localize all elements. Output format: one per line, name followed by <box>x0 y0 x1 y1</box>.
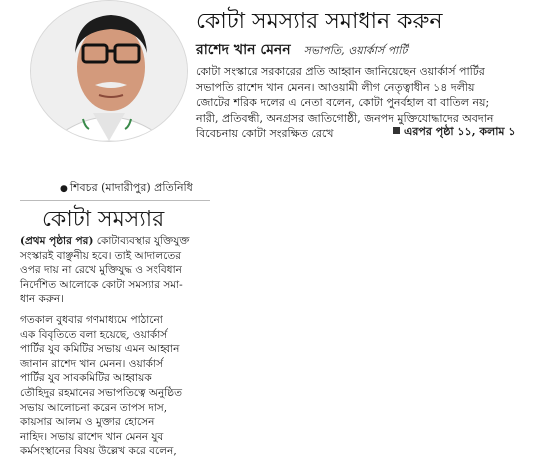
jump-line: কায়সার আলম ও মুক্তার হোসেন <box>20 416 155 429</box>
body-line: বিবেচনায় কোটা সংরক্ষিত রেখে <box>196 127 334 140</box>
portrait-illustration <box>31 1 187 141</box>
jump-line: কর্মসংস্থানের বিষয় উল্লেখ করে বলেন, <box>20 445 177 458</box>
jump-line: নাহিদ। সভায় রাশেদ খান মেনন যুব <box>20 430 164 443</box>
jump-line: কোটাব্যবস্থার যুক্তিযুক্ত <box>96 235 190 247</box>
jump-line: জানান রাশেদ খান মেনন। ওয়ার্কার্স <box>20 357 164 370</box>
byline <box>196 38 407 62</box>
headline: কোটা সমস্যার সমাধান করুন <box>196 9 443 34</box>
jump-lead: (প্রথম পৃষ্ঠার পর) <box>20 235 94 247</box>
jump-headline: কোটা সমস্যার <box>42 207 165 232</box>
jump-line: ওপর দায় না রেখে মুক্তিযুদ্ধ ও সংবিধান <box>20 264 182 277</box>
jump-line: এক বিবৃতিতে বলা হয়েছে, ওয়ার্কার্স <box>20 328 168 341</box>
location-text: শিবচর (মাদারীপুর) প্রতিনিধি <box>69 181 193 194</box>
square-bullet-icon <box>393 127 400 134</box>
jump-line: সভায় আলোচনা করেন তাপস দাস, <box>20 401 168 414</box>
paragraph-gap <box>20 307 220 313</box>
location-line <box>60 179 193 198</box>
jump-line: তৌহিদুর রহমানের সভাপতিত্বে অনুষ্ঠিত <box>20 386 182 399</box>
jump-line: গতকাল বুধবার গণমাধ্যমে পাঠানো <box>20 313 163 326</box>
divider <box>20 200 210 201</box>
jump-line: নির্দেশিত আলোকে কোটা সমস্যার সমা- <box>20 278 183 291</box>
jump-line: সংস্কারই বাঞ্ছনীয় হবে। তাই আদালতের <box>20 249 182 262</box>
speaker-title: সভাপতি, ওয়ার্কার্স পার্টি <box>303 44 408 57</box>
jump-line: পার্টির যুব কমিটির সভায় এমন আহ্বান <box>20 343 180 356</box>
body-line: জোটের শরিক দলের এ নেতা বলেন, কোটা পুনর্বহাল বা বাতিল নয়; <box>196 96 490 109</box>
body-line: কোটা সংস্কারে সরকারের প্রতি আহ্বান জানিয়েছেন ওয়ার্কার্স পার্টির <box>196 65 485 78</box>
body-line: সভাপতি রাশেদ খান মেনন। আওয়ামী লীগ নেতৃত্বাধীন ১৪ দলীয় <box>196 80 475 94</box>
bullet-icon: ● <box>60 184 68 194</box>
body-line: নারী, প্রতিবন্ধী, অনগ্রসর জাতিগোষ্ঠী, জনপদ মুক্তিযোদ্ধাদের অবদান <box>196 111 494 125</box>
jump-line: ধান করুন। <box>20 293 64 306</box>
jump-article-body <box>20 234 220 459</box>
portrait-photo <box>30 0 188 142</box>
speaker-name: রাশেদ খান মেনন <box>196 42 291 58</box>
jump-line: পার্টির যুব সাবকমিটির আহ্বায়ক <box>20 372 152 385</box>
continuation-text: এরপর পৃষ্ঠা ১১, কলাম ১ <box>404 125 516 138</box>
continuation-note <box>393 123 516 142</box>
